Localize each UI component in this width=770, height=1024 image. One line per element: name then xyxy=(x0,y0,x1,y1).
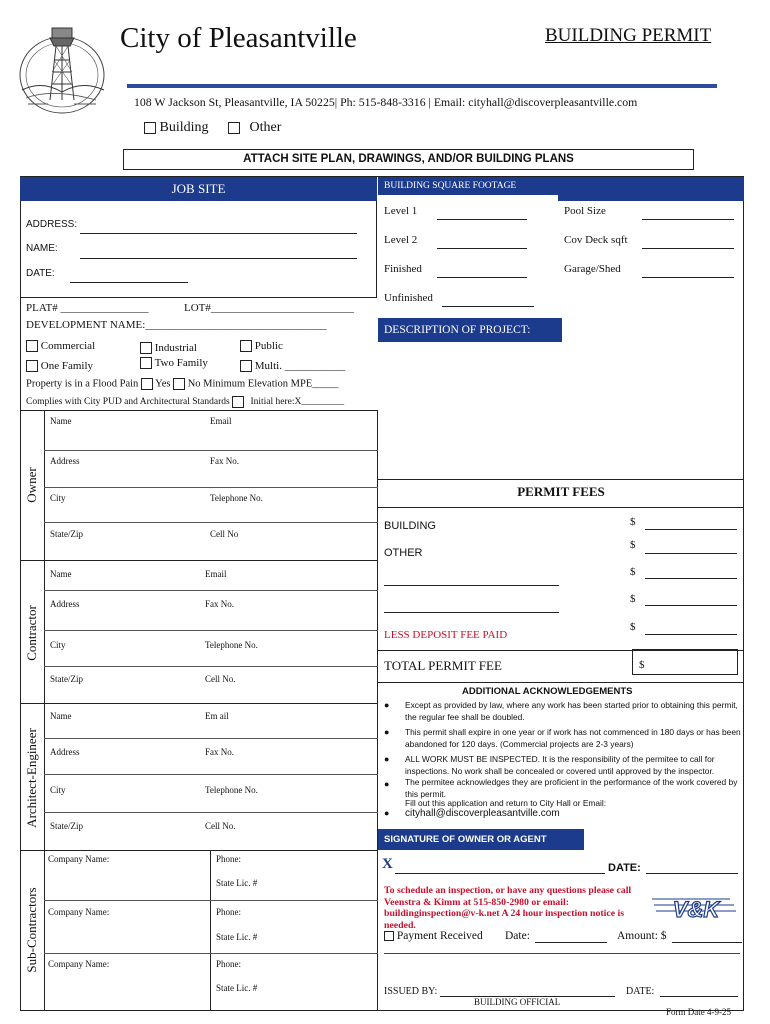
contractor-address[interactable]: Address xyxy=(50,599,80,609)
permit-title: BUILDING PERMIT xyxy=(545,25,712,46)
flood-yes-checkbox[interactable] xyxy=(141,378,153,390)
total-input[interactable] xyxy=(632,649,738,675)
section-divider-3 xyxy=(20,850,378,851)
ack-bullet: ● xyxy=(384,779,390,789)
description-area[interactable] xyxy=(378,342,744,480)
sub3-phone[interactable]: Phone: xyxy=(216,959,242,969)
garage-input[interactable] xyxy=(642,277,734,278)
owner-fax[interactable]: Fax No. xyxy=(210,456,239,466)
fee-line3-input[interactable] xyxy=(645,578,737,579)
contractor-row-line xyxy=(44,630,378,631)
complies-text: Complies with City PUD and Architectural Standards xyxy=(26,397,230,408)
footage-header xyxy=(378,177,558,195)
contractor-name[interactable]: Name xyxy=(50,569,72,579)
public-checkbox[interactable] xyxy=(240,340,252,352)
unfinished-input[interactable] xyxy=(442,306,534,307)
people-frame xyxy=(20,410,378,1011)
contractor-state-zip[interactable]: State/Zip xyxy=(50,674,83,684)
sub-row-line xyxy=(44,953,378,954)
deposit-dollar: $ xyxy=(630,621,636,633)
finished-input[interactable] xyxy=(437,277,527,278)
owner-label: Owner xyxy=(24,467,39,503)
address-label: ADDRESS: xyxy=(26,219,78,230)
owner-state-zip[interactable]: State/Zip xyxy=(50,529,83,539)
description-header xyxy=(378,318,562,342)
architect-row-line xyxy=(44,738,378,739)
total-label: TOTAL PERMIT FEE xyxy=(384,658,502,673)
other-label: Other xyxy=(249,120,282,135)
payment-received-option[interactable] xyxy=(384,930,483,942)
header-rule xyxy=(127,84,717,88)
city-logo xyxy=(12,20,110,120)
owner-row-line xyxy=(44,487,378,488)
payment-received-checkbox[interactable] xyxy=(384,931,394,941)
level2-input[interactable] xyxy=(437,248,527,249)
signature-input[interactable] xyxy=(395,873,605,874)
ack-bullet: ● xyxy=(384,727,390,737)
multi-option[interactable] xyxy=(240,360,345,372)
form-date: Form Date 4-9-25 xyxy=(666,1007,731,1017)
fee-line3-desc[interactable] xyxy=(384,585,559,586)
multi-label: Multi. ___________ xyxy=(254,360,346,372)
sub2-company[interactable]: Company Name: xyxy=(48,907,110,917)
deposit-input[interactable] xyxy=(645,634,737,635)
plat-field[interactable]: PLAT# ________________ xyxy=(26,302,149,314)
one-family-label: One Family xyxy=(40,360,93,372)
contractor-row-line xyxy=(44,590,378,591)
section-divider-2 xyxy=(20,703,378,704)
level1-label: Level 1 xyxy=(384,205,418,217)
public-label: Public xyxy=(254,340,283,352)
two-family-option[interactable] xyxy=(140,357,208,369)
flood-text: Property is in a Flood Pain xyxy=(26,378,139,390)
contractor-telephone[interactable]: Telephone No. xyxy=(205,640,258,650)
issued-by-label: ISSUED BY: xyxy=(384,986,438,997)
architect-cell[interactable]: Cell No. xyxy=(205,821,236,831)
architect-label: Architect-Engineer xyxy=(24,728,39,828)
payment-received-label: Payment Received xyxy=(396,930,483,942)
fee-other-input[interactable] xyxy=(645,553,737,554)
signature-header xyxy=(378,829,584,850)
signature-date-label: DATE: xyxy=(608,862,641,874)
architect-city[interactable]: City xyxy=(50,785,66,795)
sub1-company[interactable]: Company Name: xyxy=(48,854,110,864)
owner-name[interactable]: Name xyxy=(50,416,72,426)
issued-date-label: DATE: xyxy=(626,986,655,997)
architect-row-line xyxy=(44,812,378,813)
cov-deck-input[interactable] xyxy=(642,248,734,249)
complies-checkbox[interactable] xyxy=(232,396,244,408)
sub-row-line xyxy=(44,900,378,901)
payment-date-input[interactable] xyxy=(535,942,607,943)
ack-item-5: Fill out this application and return to City Hall or Email: xyxy=(405,798,607,808)
date-input[interactable] xyxy=(70,282,188,283)
type-other-option[interactable] xyxy=(228,120,281,136)
commercial-checkbox[interactable] xyxy=(26,340,38,352)
fee-line4-dollar: $ xyxy=(630,593,636,605)
building-official-label: BUILDING OFFICIAL xyxy=(474,997,561,1007)
date-label: DATE: xyxy=(26,268,55,279)
contractor-cell[interactable]: Cell No. xyxy=(205,674,236,684)
vk-logo-text: V&K xyxy=(672,897,720,921)
signature-date-input[interactable] xyxy=(646,873,738,874)
payment-divider xyxy=(384,953,740,954)
contractor-row-line xyxy=(44,666,378,667)
footage-header-bar xyxy=(558,177,744,201)
architect-row-line xyxy=(44,774,378,775)
address-input[interactable] xyxy=(80,233,357,234)
total-dollar: $ xyxy=(639,659,645,671)
ack-item-4: The permitee acknowledges they are proficient in the performance of the work covered by this permit. xyxy=(405,777,738,799)
multi-checkbox[interactable] xyxy=(240,360,252,372)
owner-email[interactable]: Email xyxy=(210,416,232,426)
fee-line3-dollar: $ xyxy=(630,566,636,578)
owner-city[interactable]: City xyxy=(50,493,66,503)
signature-title: SIGNATURE OF OWNER OR AGENT xyxy=(384,834,547,845)
owner-cell[interactable]: Cell No xyxy=(210,529,239,539)
sub1-license[interactable]: State Lic. # xyxy=(216,878,258,888)
unfinished-label: Unfinished xyxy=(384,292,433,304)
payment-date-label: Date: xyxy=(505,930,530,942)
commercial-option[interactable] xyxy=(26,340,95,352)
building-checkbox[interactable] xyxy=(144,122,156,134)
flood-row xyxy=(26,378,339,390)
permit-fees-title: PERMIT FEES xyxy=(517,484,605,499)
complies-row xyxy=(26,396,344,408)
fee-line4-input[interactable] xyxy=(645,605,737,606)
sub3-license[interactable]: State Lic. # xyxy=(216,983,258,993)
owner-row-line xyxy=(44,522,378,523)
attach-notice-text: ATTACH SITE PLAN, DRAWINGS, AND/OR BUILDING PLANS xyxy=(243,153,574,165)
two-family-checkbox[interactable] xyxy=(140,357,152,369)
ack-email[interactable]: cityhall@discoverpleasantville.com xyxy=(405,808,560,819)
commercial-label: Commercial xyxy=(40,340,96,352)
architect-email[interactable]: Em ail xyxy=(205,711,229,721)
attach-notice xyxy=(123,149,694,170)
amount-label: Amount: $ xyxy=(617,930,667,942)
contractor-fax[interactable]: Fax No. xyxy=(205,599,234,609)
ack-item-1: Except as provided by law, where any work has been started prior to obtaining this permit, the regular fee shall be doubled. xyxy=(405,700,738,722)
cov-deck-label: Cov Deck sqft xyxy=(564,234,628,246)
fee-line4-desc[interactable] xyxy=(384,612,559,613)
owner-address[interactable]: Address xyxy=(50,456,80,466)
amount-input[interactable] xyxy=(672,942,742,943)
industrial-label: Industrial xyxy=(154,342,197,354)
owner-telephone[interactable]: Telephone No. xyxy=(210,493,263,503)
flood-no-label: No Minimum Elevation MPE_____ xyxy=(187,378,339,390)
pool-input[interactable] xyxy=(642,219,734,220)
fee-other-label: OTHER xyxy=(384,547,423,559)
initial-field[interactable]: Initial here:X_________ xyxy=(250,397,345,408)
issued-date-input[interactable] xyxy=(660,996,738,997)
sub3-company[interactable]: Company Name: xyxy=(48,959,110,969)
contractor-email[interactable]: Email xyxy=(205,569,227,579)
fee-building-input[interactable] xyxy=(645,529,737,530)
ack-title: ADDITIONAL ACKNOWLEDGEMENTS xyxy=(462,686,633,697)
architect-state-zip[interactable]: State/Zip xyxy=(50,821,83,831)
footage-title: BUILDING SQUARE FOOTAGE xyxy=(384,181,517,191)
pool-label: Pool Size xyxy=(564,205,606,217)
description-title: DESCRIPTION OF PROJECT: xyxy=(384,324,531,336)
signature-x: X xyxy=(382,856,393,872)
vk-logo xyxy=(650,895,742,921)
level2-label: Level 2 xyxy=(384,234,418,246)
fee-building-label: BUILDING xyxy=(384,520,436,532)
section-divider-1 xyxy=(20,560,378,561)
type-building-option[interactable] xyxy=(144,120,209,136)
ack-bullet: ● xyxy=(384,754,390,764)
architect-name[interactable]: Name xyxy=(50,711,72,721)
other-checkbox[interactable] xyxy=(228,122,240,134)
name-input[interactable] xyxy=(80,258,357,259)
lot-field[interactable]: LOT#__________________________ xyxy=(184,302,354,314)
flood-no-checkbox[interactable] xyxy=(173,378,185,390)
development-field[interactable]: DEVELOPMENT NAME:_________________________________ xyxy=(26,319,327,331)
architect-telephone[interactable]: Telephone No. xyxy=(205,785,258,795)
subs-column-divider xyxy=(210,850,211,1011)
fee-other-dollar: $ xyxy=(630,539,636,551)
deposit-label: LESS DEPOSIT FEE PAID xyxy=(384,629,508,641)
level1-input[interactable] xyxy=(437,219,527,220)
sub1-phone[interactable]: Phone: xyxy=(216,854,242,864)
building-label: Building xyxy=(159,120,209,135)
industrial-checkbox[interactable] xyxy=(140,342,152,354)
one-family-checkbox[interactable] xyxy=(26,360,38,372)
job-site-header xyxy=(20,177,377,201)
flood-yes-label: Yes xyxy=(155,378,171,390)
ack-item-3: ALL WORK MUST BE INSPECTED. It is the responsibility of the permitee to call for inspections. No work shall be concealed or covered until approved by the inspector. xyxy=(405,754,715,776)
industrial-option[interactable] xyxy=(140,342,197,354)
owner-row-line xyxy=(44,450,378,451)
people-label-column xyxy=(44,410,45,1011)
ack-item-2: This permit shall expire in one year or if work has not commenced in 180 days or has been abandoned for 120 days. (Commercial projects are 2-3 years) xyxy=(405,727,741,749)
ack-bullet: ● xyxy=(384,700,390,710)
contact-line: 108 W Jackson St, Pleasantville, IA 50225| Ph: 515-848-3316 | Email: cityhall@discoverpleasantville.com xyxy=(134,95,638,109)
name-label: NAME: xyxy=(26,243,58,254)
contractor-label: Contractor xyxy=(24,605,39,661)
fee-building-dollar: $ xyxy=(630,516,636,528)
architect-address[interactable]: Address xyxy=(50,747,80,757)
public-option[interactable] xyxy=(240,340,283,352)
sub2-phone[interactable]: Phone: xyxy=(216,907,242,917)
finished-label: Finished xyxy=(384,263,422,275)
garage-label: Garage/Shed xyxy=(564,263,621,275)
job-site-title: JOB SITE xyxy=(171,181,226,196)
inspection-notice: To schedule an inspection, or have any questions please call Veenstra & Kimm at 515-850-2980 or email: buildinginspection@v-k.net A 24 hour inspection notice is needed. xyxy=(384,885,632,931)
subs-label: Sub-Contractors xyxy=(24,887,39,973)
one-family-option[interactable] xyxy=(26,360,93,372)
contractor-city[interactable]: City xyxy=(50,640,66,650)
permit-fees-header xyxy=(378,480,744,508)
two-family-label: Two Family xyxy=(154,357,208,369)
city-title: City of Pleasantville xyxy=(120,22,357,54)
sub2-license[interactable]: State Lic. # xyxy=(216,932,258,942)
job-site-box xyxy=(20,201,377,298)
ack-bullet: ● xyxy=(384,808,390,818)
architect-fax[interactable]: Fax No. xyxy=(205,747,234,757)
